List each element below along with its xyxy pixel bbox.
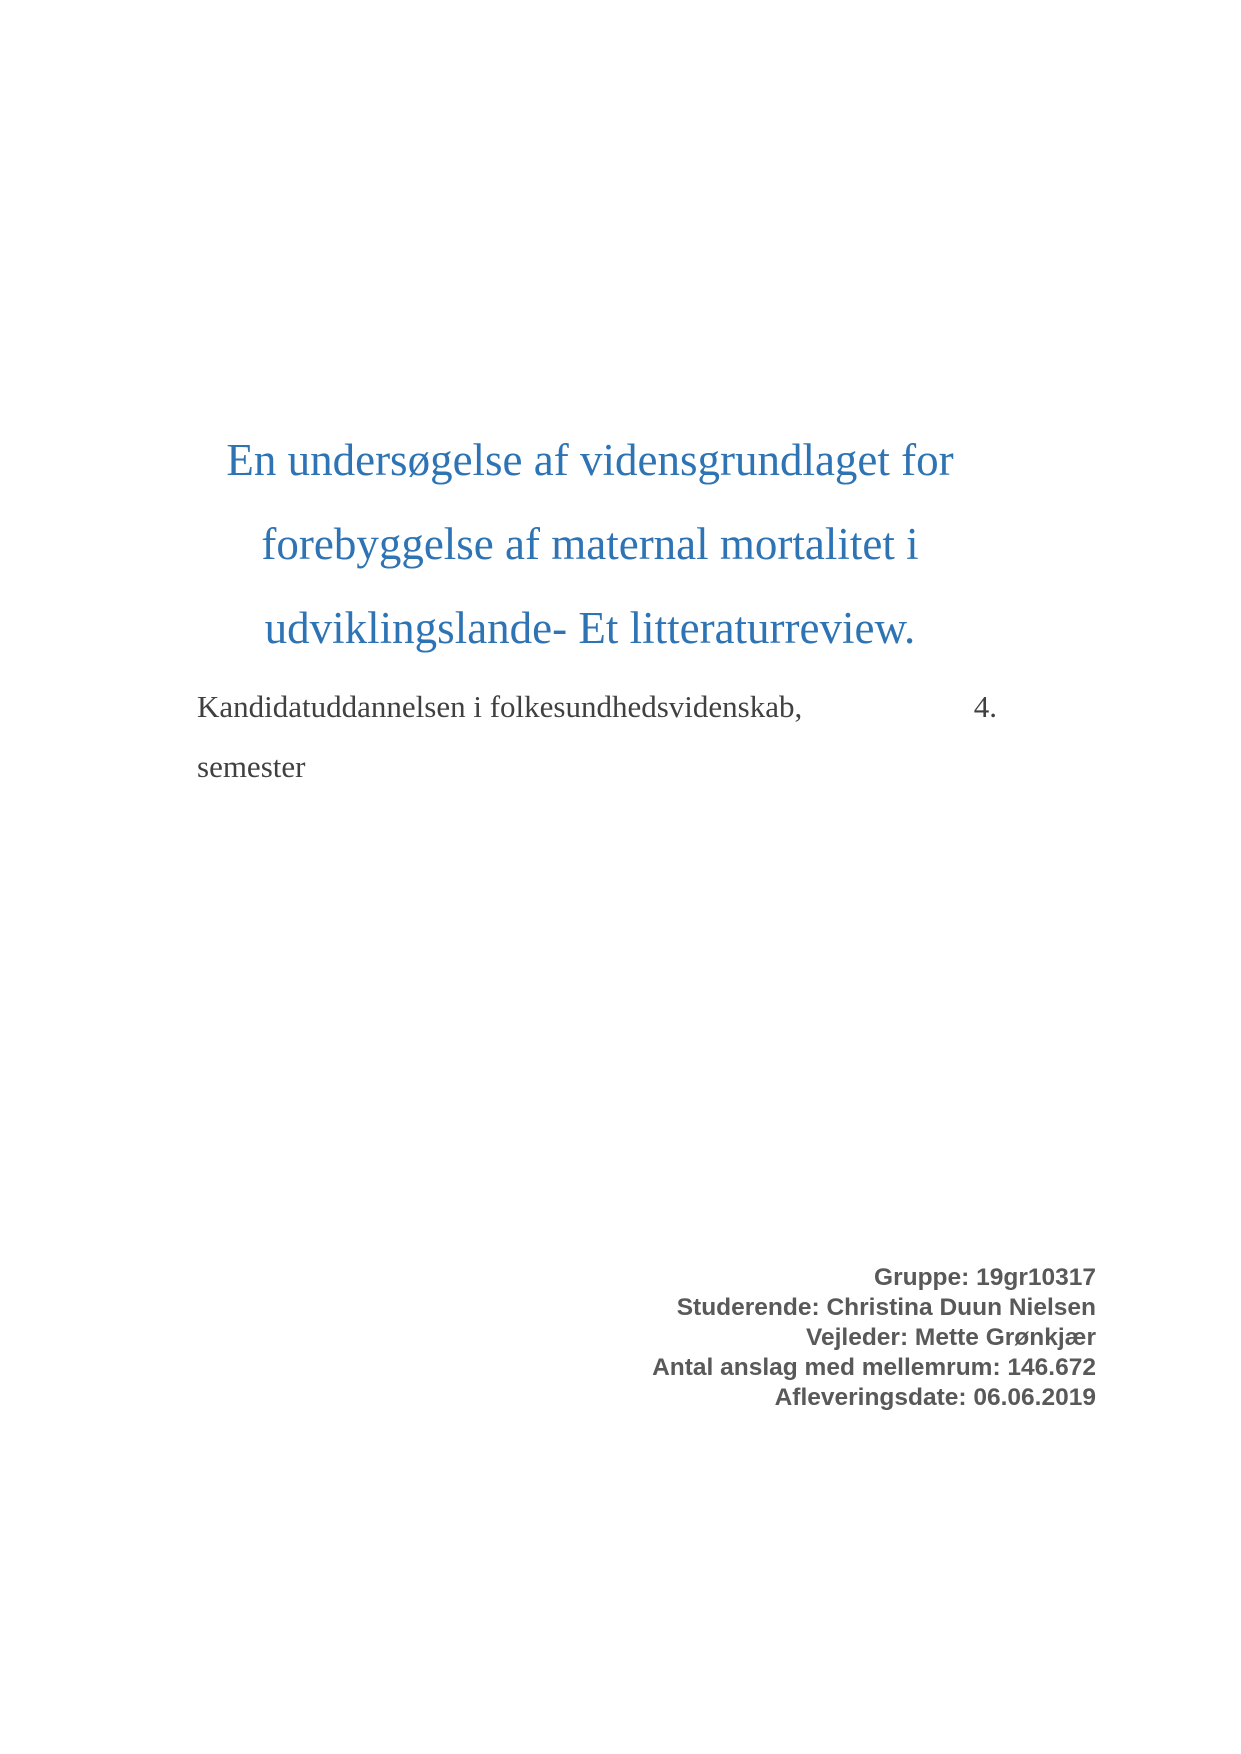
- subtitle-line-1: [197, 677, 997, 737]
- student-info: Studerende: Christina Duun Nielsen: [676, 1294, 1096, 1321]
- submission-date-info: Afleveringsdate: 06.06.2019: [774, 1384, 1096, 1411]
- project-info: [652, 1263, 1096, 1413]
- title-line-3: udviklingslande- Et litteraturreview.: [264, 603, 916, 653]
- group-info: Gruppe: 19gr10317: [874, 1264, 1096, 1291]
- character-count-info: Antal anslag med mellemrum: 146.672: [652, 1354, 1096, 1381]
- title-line-2: forebyggelse af maternal mortalitet i: [261, 519, 919, 569]
- program-name: Kandidatuddannelsen i folkesundhedsvidenskab,: [197, 689, 803, 724]
- supervisor-info: Vejleder: Mette Grønkjær: [805, 1324, 1096, 1351]
- program-subtitle: [197, 677, 997, 797]
- title-line-1: En undersøgelse af vidensgrundlaget for: [226, 435, 954, 485]
- semester-label: semester: [197, 749, 306, 784]
- semester-number: 4.: [973, 689, 997, 724]
- document-title: [140, 418, 1040, 670]
